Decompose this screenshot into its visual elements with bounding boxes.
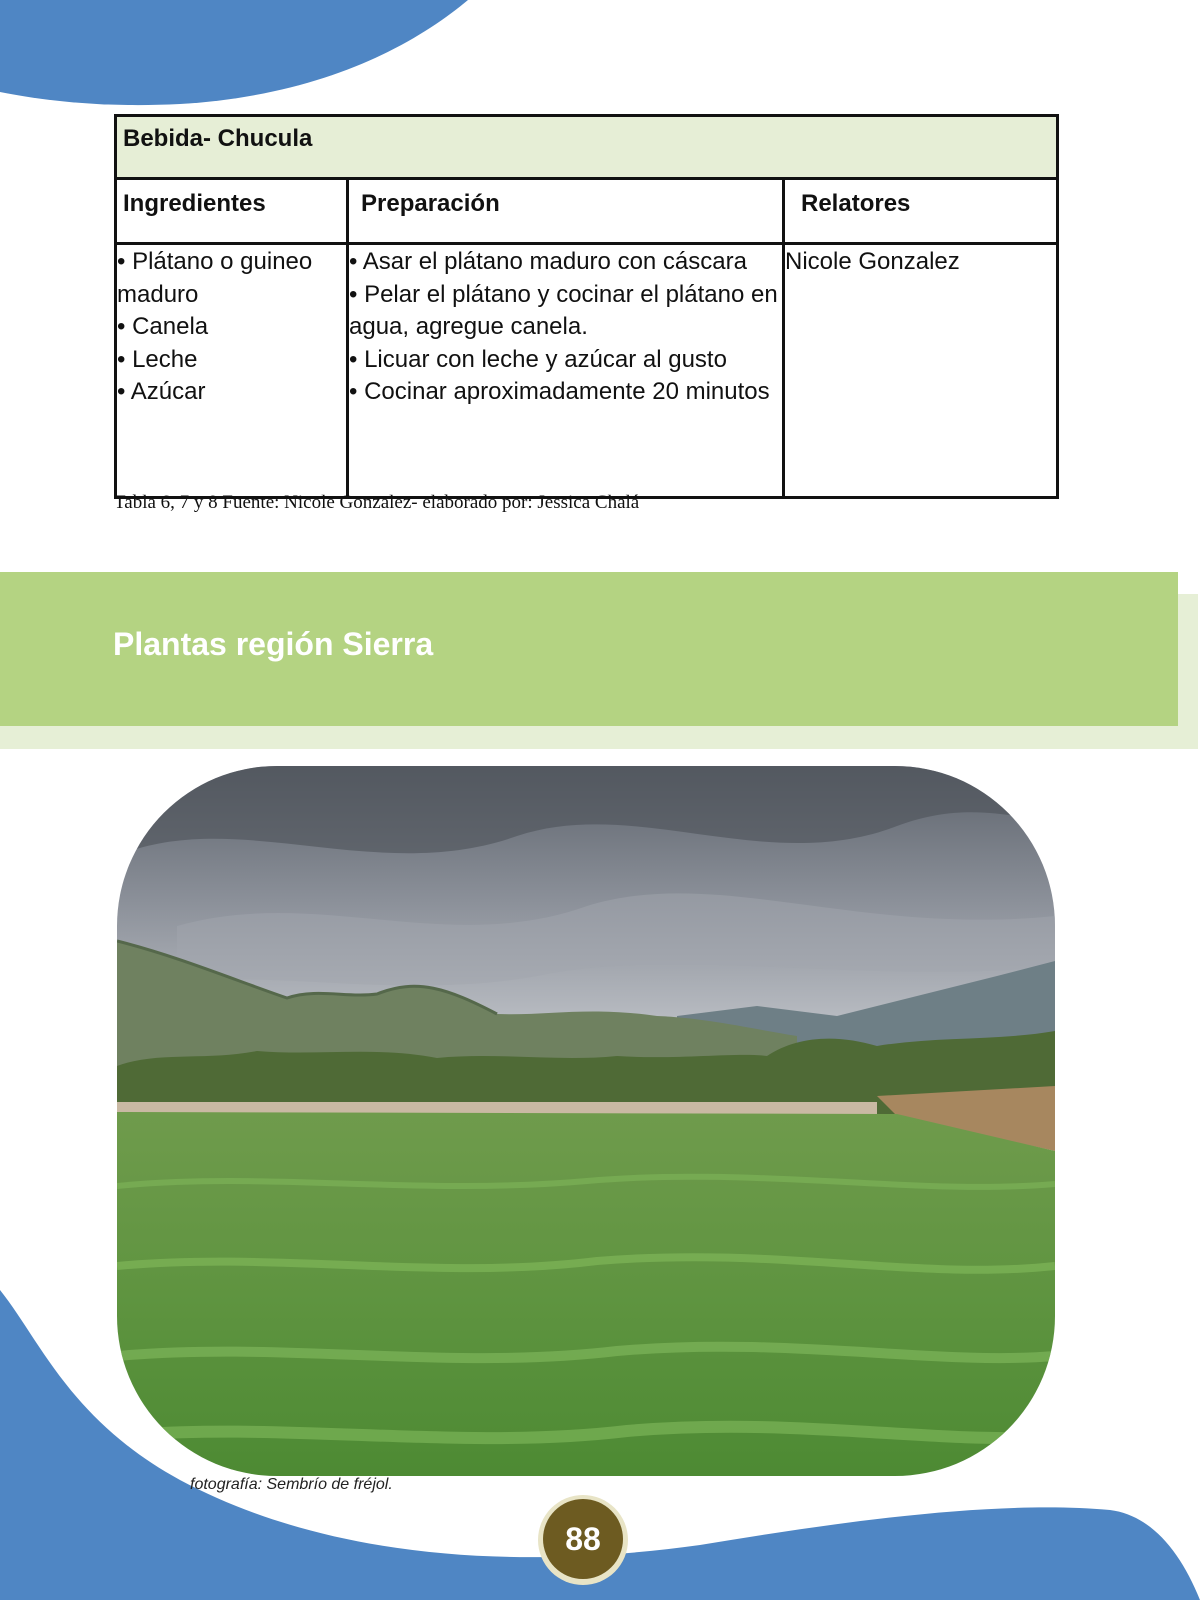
ingredient-item: • Plátano o guineo maduro [117, 246, 346, 311]
ingredients-cell [116, 244, 348, 498]
bean-field [117, 1112, 1055, 1476]
section-title: Plantas región Sierra [113, 626, 434, 662]
preparation-cell [348, 244, 784, 498]
ingredient-item: • Canela [117, 311, 346, 344]
header-narrators: Relatores [784, 179, 1058, 244]
narrators-cell: Nicole Gonzalez [784, 244, 1058, 498]
recipe-title: Bebida- Chucula [116, 116, 1058, 179]
top-left-wave [0, 0, 468, 105]
bean-field-photo [117, 766, 1055, 1476]
dirt-path [117, 1102, 877, 1114]
page-number-badge [538, 1495, 628, 1585]
preparation-step: • Pelar el plátano y cocinar el plátano en agua, agregue canela. [349, 279, 782, 344]
page-number: 88 [543, 1499, 623, 1579]
ingredient-item: • Leche [117, 344, 346, 377]
preparation-list [349, 246, 782, 409]
photo-caption: fotografía: Sembrío de fréjol. [190, 1476, 393, 1493]
header-ingredients: Ingredientes [116, 179, 348, 244]
recipe-table [114, 114, 1059, 499]
table-caption: Tabla 6, 7 y 8 Fuente: Nicole Gonzalez- elaborado por: Jessica Chalá [114, 492, 640, 513]
preparation-step: • Asar el plátano maduro con cáscara [349, 246, 782, 279]
preparation-step: • Cocinar aproximadamente 20 minutos [349, 376, 782, 409]
ingredients-list [117, 246, 346, 409]
header-preparation: Preparación [348, 179, 784, 244]
preparation-step: • Licuar con leche y azúcar al gusto [349, 344, 782, 377]
ingredient-item: • Azúcar [117, 376, 346, 409]
